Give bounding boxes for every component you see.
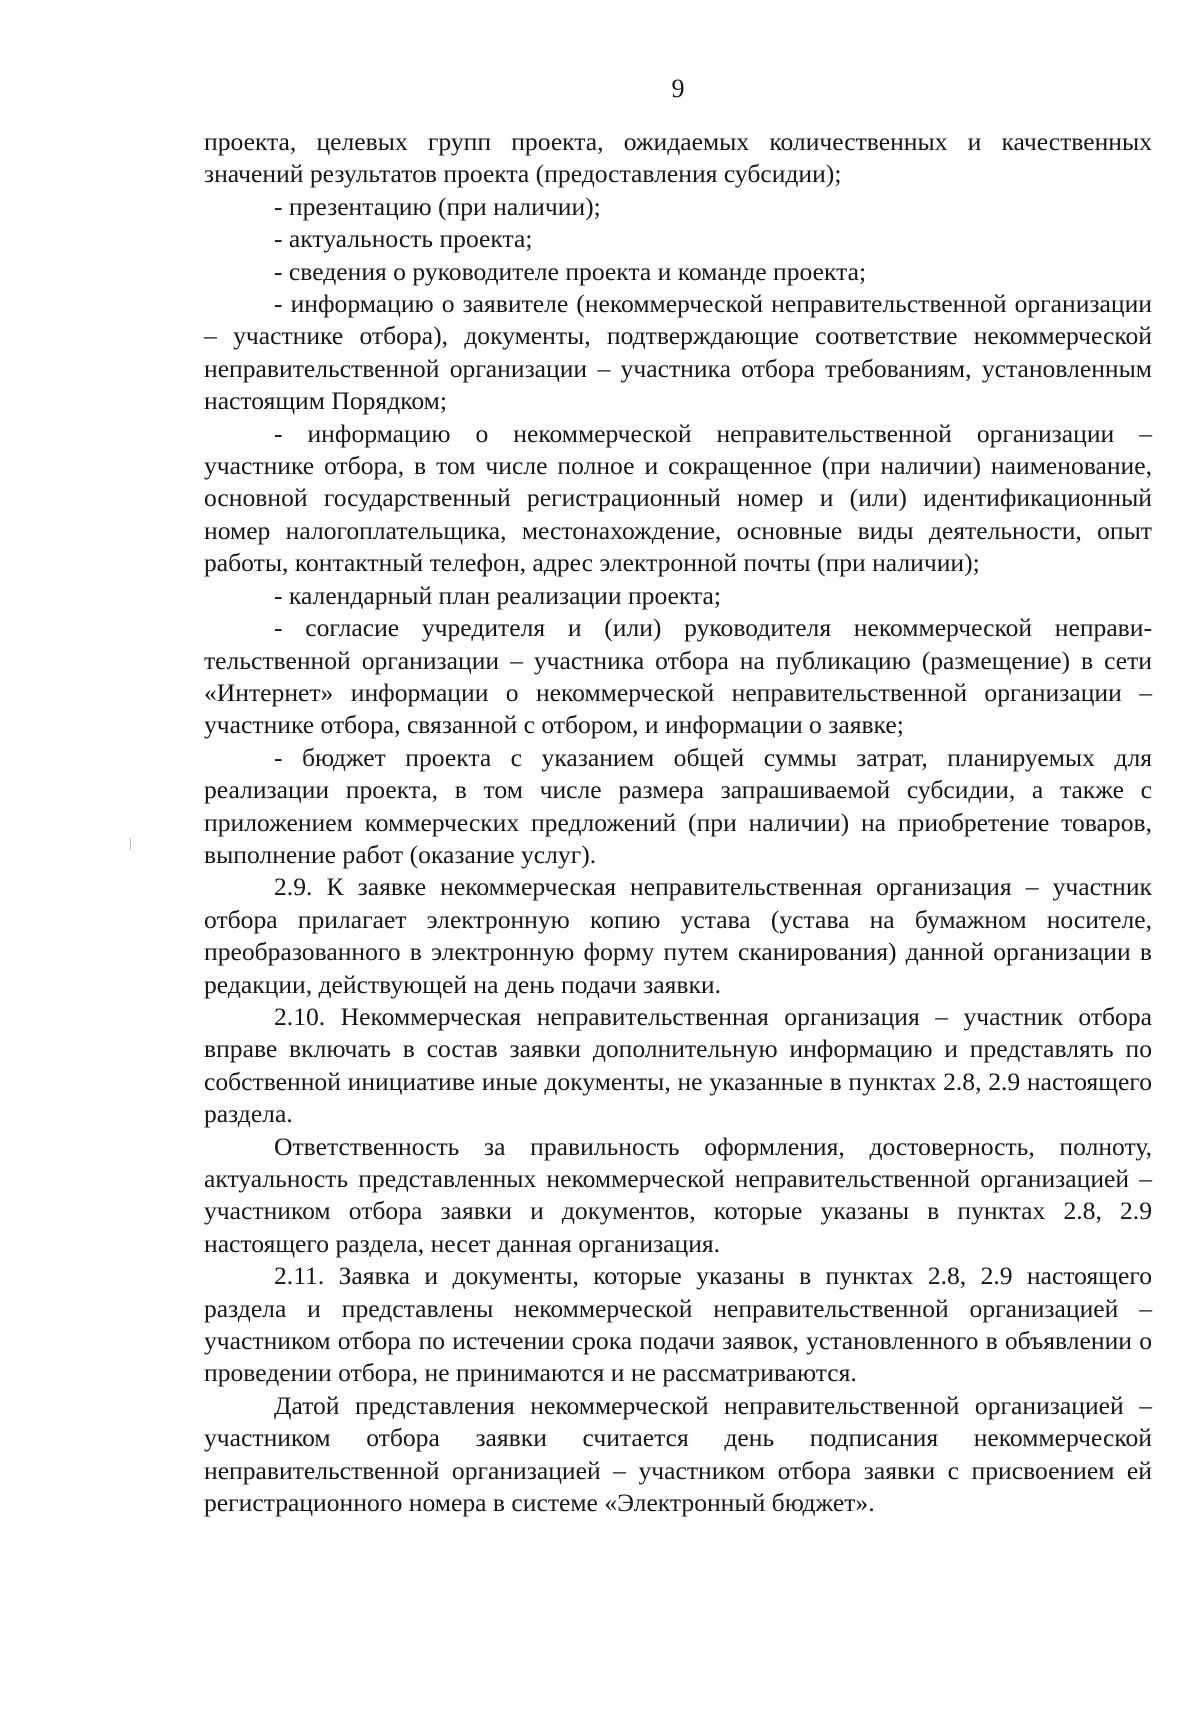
clause-2-11: 2.11. Заявка и документы, которые указаны в пунктах 2.8, 2.9 настоящего раздела и представлены некоммерческой неправительственной организацией – участником отбора по истечении срока подачи заявок, установленного в объявлении о проведении отбора, не принимаются и не рассматриваются. — [204, 1261, 1152, 1388]
list-item-presentation: - презентацию (при наличии); — [274, 191, 601, 221]
list-item-calendar-plan: - календарный план реализации проекта; — [274, 580, 721, 610]
submission-date-paragraph: Датой представления некоммерческой неправительственной организацией – участником отбора заявки считается день подписания некоммерческой неправительственной организацией – участником отбора заявки с присвоением ей регистрационного номера в системе «Электронный бюджет». — [204, 1390, 1152, 1518]
list-item-applicant-info: - информацию о заявителе (некоммерческой неправительственной организации – участнике отбора), документы, подтверждающие соответствие некоммерческой неправительственной организации – участника отбора требованиям, установленным настоящим Порядком; — [204, 289, 1152, 416]
scan-artifact — [130, 838, 131, 850]
clause-2-9: 2.9. К заявке некоммерческая неправительственная организация – участник отбора прилагает электронную копию устава (устава на бумажном носителе, преобразованного в электронную форму путем сканирования) данной организации в редакции, действующей на день подачи заявки. — [204, 872, 1152, 999]
list-item-relevance: - актуальность проекта; — [274, 224, 533, 254]
document-body — [204, 126, 1152, 1519]
list-item-publication-consent: - согласие учредителя и (или) руководителя некоммерческой неправительственной организации – участника отбора на публикацию (размещение) в сети «Интернет» информации о некоммерческой неправительственной организации – участнике отбора, связанной с отбором, и информации о заявке; — [204, 613, 1152, 740]
clause-2-10: 2.10. Некоммерческая неправительственная организация – участник отбора вправе включать в состав заявки дополнительную информацию и представлять по собственной инициативе иные документы, не указанные в пунктах 2.8, 2.9 настоящего раздела. — [204, 1001, 1152, 1129]
list-item-organization-info: - информацию о некоммерческой неправительственной организации – участнике отбора, в том числе полное и сокращенное (при наличии) наименование, основной государственный регистрационный номер и (или) идентификационный номер налогоплательщика, местонахождение, основные виды деятельности, опыт работы, контактный телефон, адрес электронной почты (при наличии); — [204, 418, 1152, 578]
paragraph-continuation: проекта, целевых групп проекта, ожидаемых количественных и качественных значений результатов проекта (предоставления субсидии); — [204, 127, 1152, 189]
responsibility-paragraph: Ответственность за правильность оформления, достоверность, полноту, актуальность представленных некоммерческой неправительственной организацией – участником отбора заявки и документов, которые указаны в пунктах 2.8, 2.9 настоящего раздела, несет данная организация. — [204, 1131, 1152, 1258]
list-item-project-lead: - сведения о руководителе проекта и команде проекта; — [274, 256, 867, 286]
page-number: 9 — [671, 74, 685, 103]
list-item-project-budget: - бюджет проекта с указанием общей суммы затрат, планируемых для реализации проекта, в том числе размера запрашиваемой субсидии, а также с приложением коммерческих предложений (при наличии) на приобретение товаров, выполнение работ (оказание услуг). — [204, 742, 1152, 869]
